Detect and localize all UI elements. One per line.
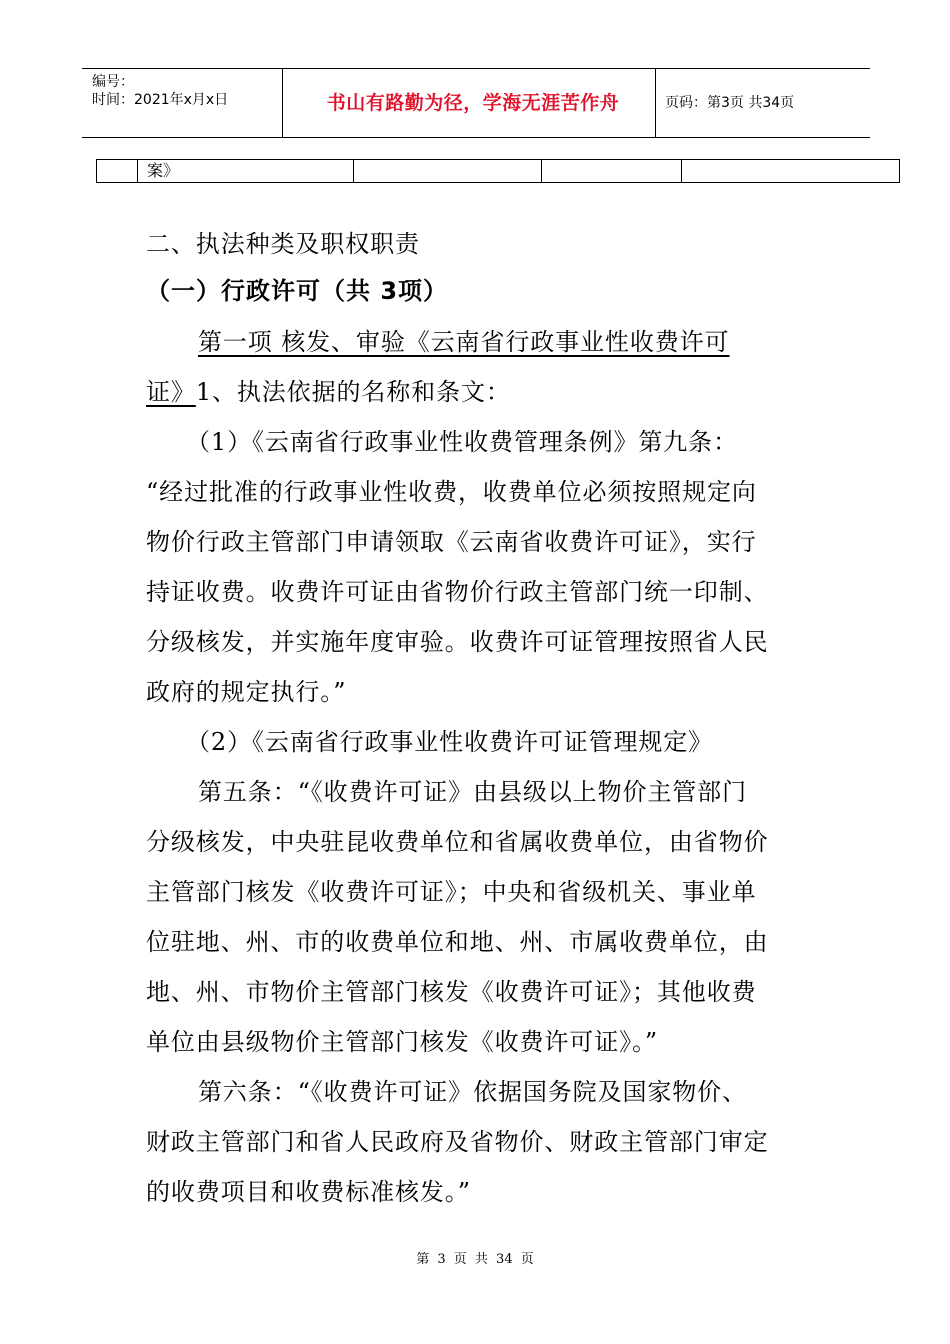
item-title-line-1: 第一项 核发、审验《云南省行政事业性收费许可 xyxy=(198,328,730,356)
paragraph-line: 第六条：“《收费许可证》依据国务院及国家物价、 xyxy=(198,1078,747,1106)
paragraph-line: 第五条：“《收费许可证》由县级以上物价主管部门 xyxy=(198,778,747,806)
paragraph-line: 单位由县级物价主管部门核发《收费许可证》。” xyxy=(146,1028,659,1056)
paragraph-line: 财政主管部门和省人民政府及省物价、财政主管部门审定 xyxy=(146,1128,769,1156)
page-header xyxy=(82,68,870,138)
paragraph-line: （1）《云南省行政事业性收费管理条例》第九条： xyxy=(186,428,738,456)
paragraph-line: 地、州、市物价主管部门核发《收费许可证》；其他收费 xyxy=(146,978,757,1006)
table-cell-divider xyxy=(137,160,138,182)
paragraph-line: “经过批准的行政事业性收费，收费单位必须按照规定向 xyxy=(146,478,757,506)
header-code-label: 编号： xyxy=(92,74,134,90)
paragraph-line: 物价行政主管部门申请领取《云南省收费许可证》，实行 xyxy=(146,528,757,556)
table-cell-divider xyxy=(541,160,542,182)
page-footer: 第 3 页 共 34 页 xyxy=(416,1252,534,1267)
header-page-info: 页码：第3页 共34页 xyxy=(665,95,795,111)
paragraph-line: 主管部门核发《收费许可证》；中央和省级机关、事业单 xyxy=(146,878,757,906)
header-time-label: 时间：2021年x月x日 xyxy=(92,92,229,108)
header-divider xyxy=(655,69,656,137)
item-title-line-2 xyxy=(146,372,511,407)
table-fragment-row xyxy=(96,159,900,183)
item-basis-heading: 1、执法依据的名称和条文： xyxy=(195,378,511,406)
section-title: 二、执法种类及职权职责 xyxy=(146,230,420,258)
paragraph-line: 分级核发，中央驻昆收费单位和省属收费单位，由省物价 xyxy=(146,828,769,856)
table-cell-text: 案》 xyxy=(147,161,180,180)
item-title-underlined: 证》 xyxy=(146,378,196,406)
paragraph-line: 位驻地、州、市的收费单位和地、州、市属收费单位，由 xyxy=(146,928,769,956)
paragraph-line: 的收费项目和收费标准核发。” xyxy=(146,1178,471,1206)
paragraph-line: 政府的规定执行。” xyxy=(146,678,347,706)
header-motto: 书山有路勤为径，学海无涯苦作舟 xyxy=(326,92,620,114)
paragraph-line: 持证收费。收费许可证由省物价行政主管部门统一印制、 xyxy=(146,578,769,606)
subsection-title: （一）行政许可（共 3项） xyxy=(146,277,449,305)
table-cell-divider xyxy=(353,160,354,182)
header-meta xyxy=(82,69,282,137)
paragraph-line: （2）《云南省行政事业性收费许可证管理规定》 xyxy=(186,728,714,756)
table-cell-divider xyxy=(681,160,682,182)
paragraph-line: 分级核发，并实施年度审验。收费许可证管理按照省人民 xyxy=(146,628,769,656)
